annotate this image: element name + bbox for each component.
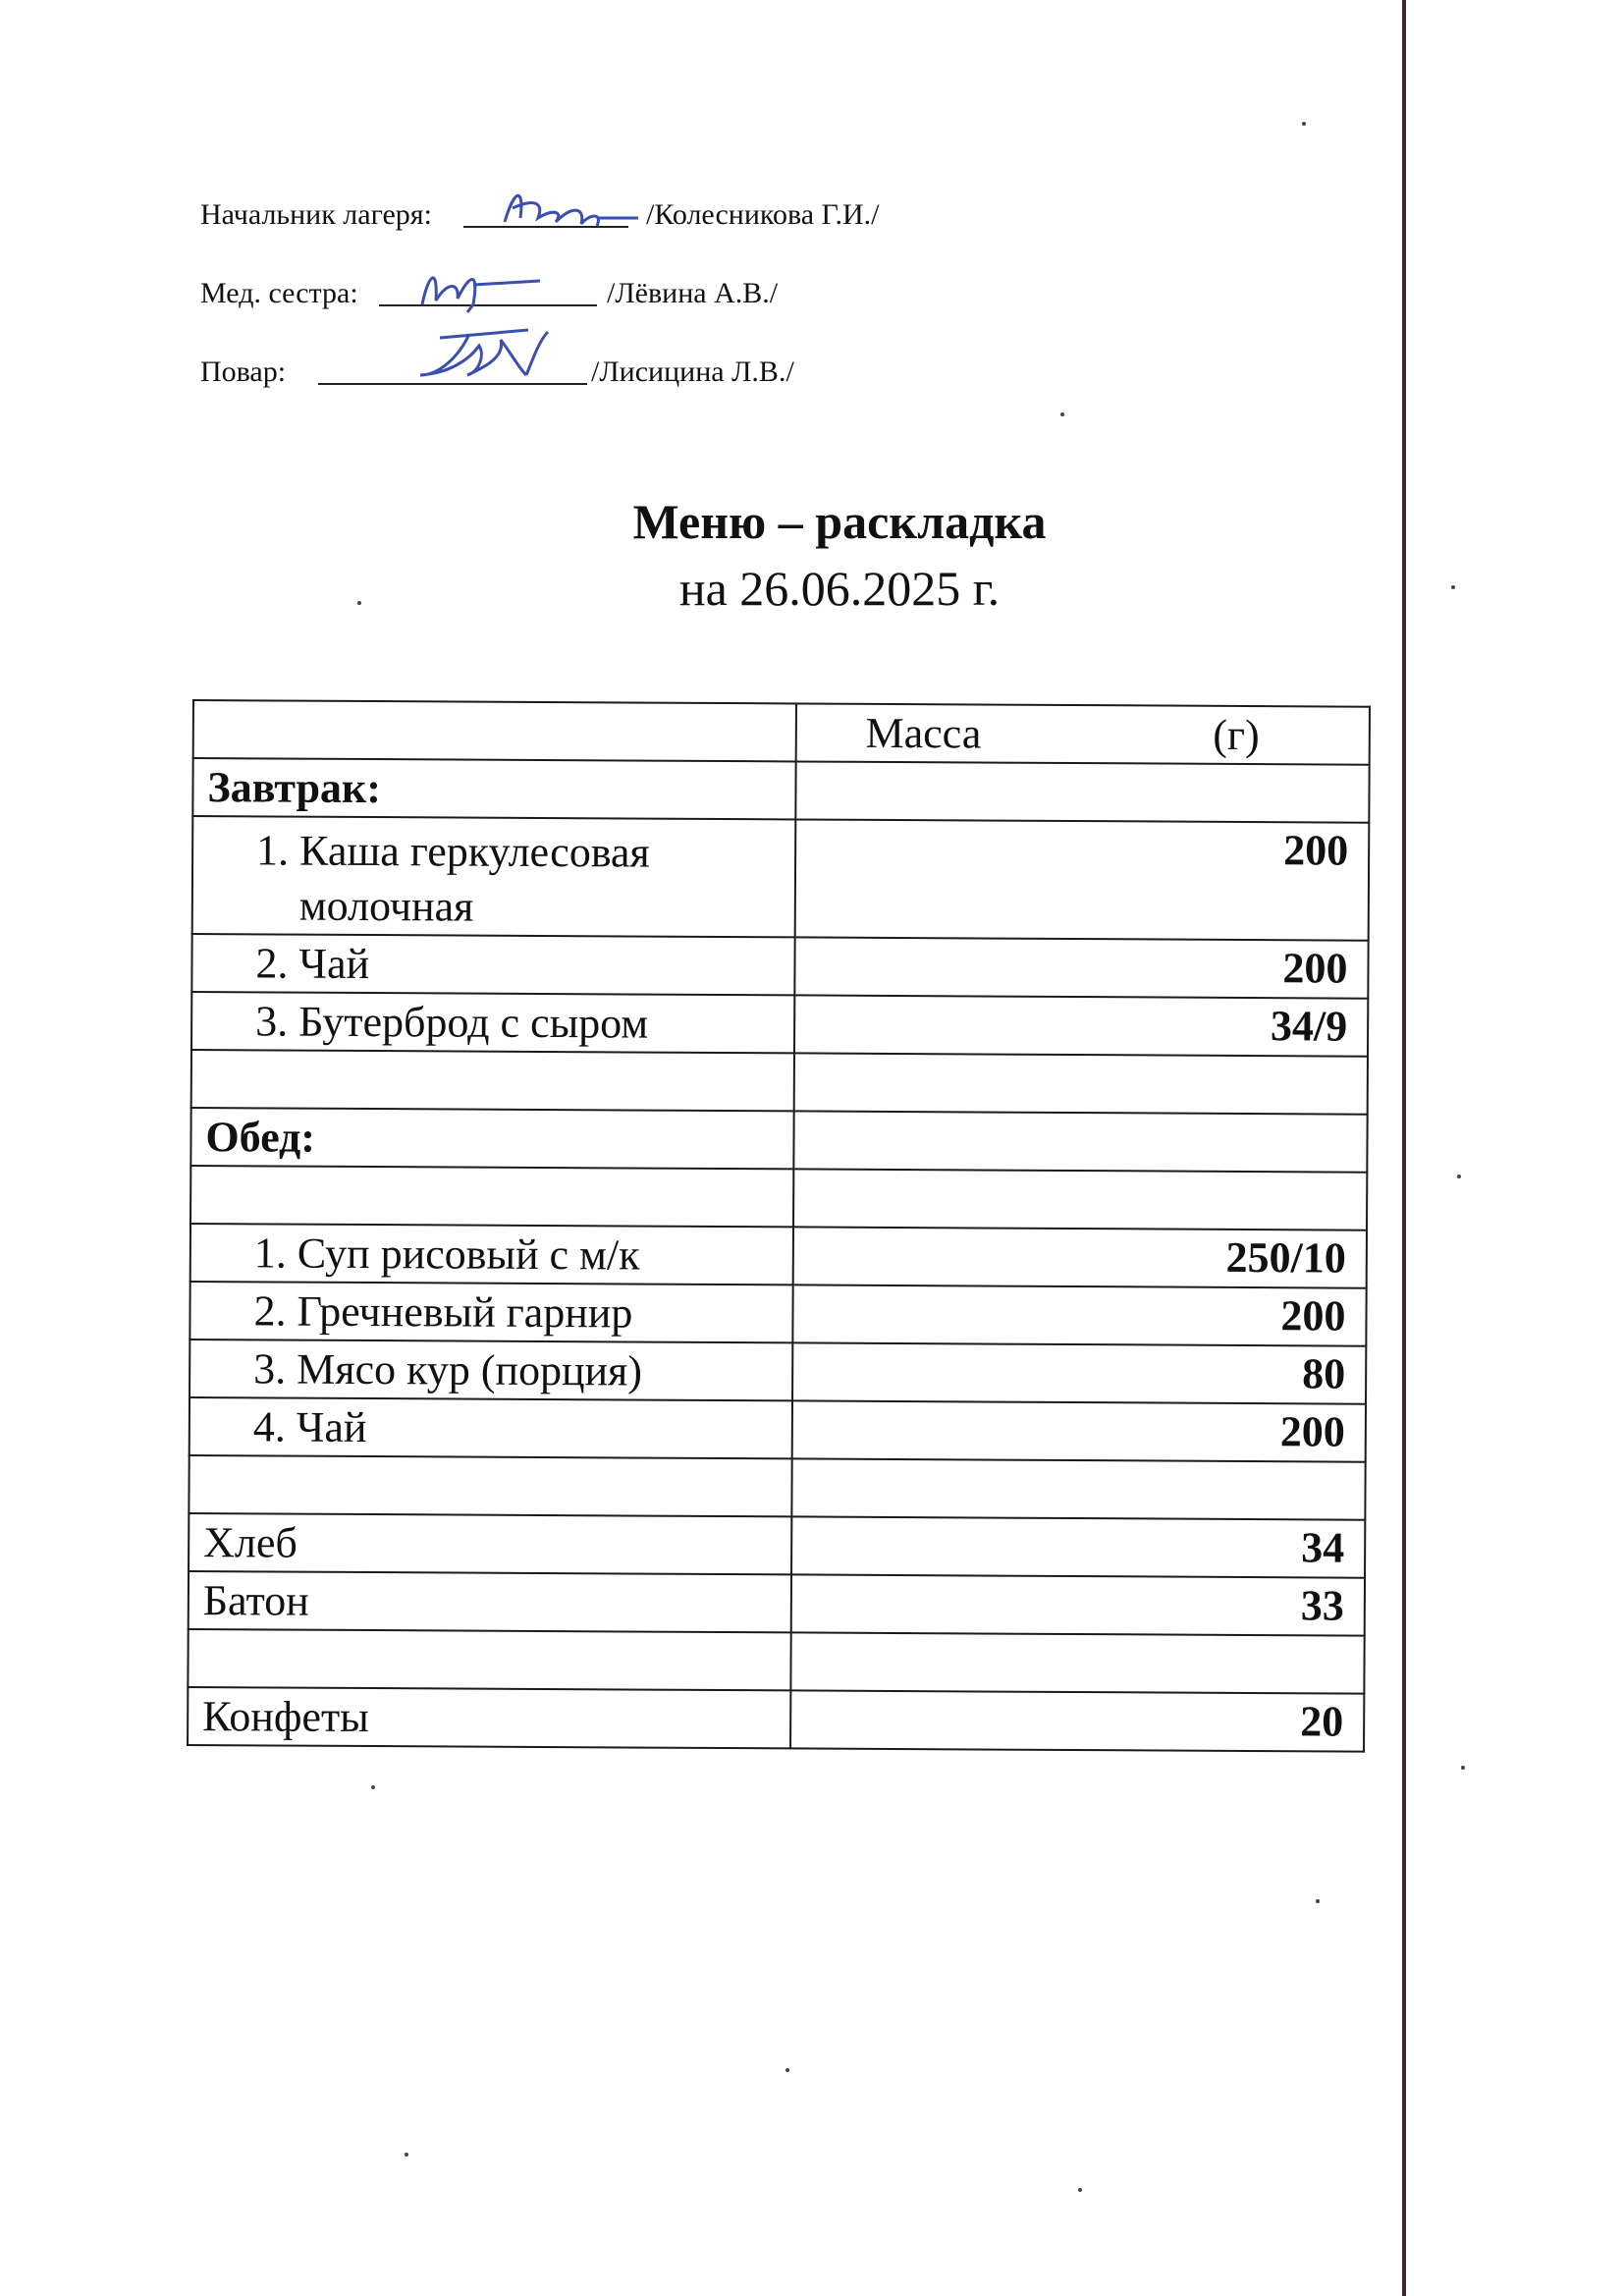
dish-number: 4. [252, 1402, 286, 1451]
dish-number: 2. [255, 939, 289, 988]
dish-cell [189, 1397, 792, 1458]
dish-name: Чай [296, 1402, 367, 1452]
section-row-lunch [190, 1108, 1367, 1173]
table-cell-empty [188, 1629, 790, 1690]
scan-speck [1451, 585, 1455, 589]
table-header-row [193, 700, 1370, 765]
dish-cell [189, 1282, 792, 1342]
table-row-empty [190, 1166, 1367, 1230]
dish-mass: 200 [792, 1285, 1367, 1345]
signature-role: Начальник лагеря: [200, 198, 432, 231]
dish-name: Каша геркулесовая [299, 826, 650, 877]
dish-mass: 34/9 [794, 995, 1369, 1056]
mass-header-cell [795, 703, 1370, 764]
signature-line-camp-head [200, 192, 947, 236]
signature-line-cook [200, 350, 829, 393]
menu-table [187, 699, 1371, 1753]
table-row [189, 1513, 1365, 1578]
section-label: Обед: [190, 1108, 793, 1169]
table-row [190, 1224, 1367, 1288]
mass-header: Масса [865, 708, 982, 758]
document-date: на 26.06.2025 г. [678, 561, 1001, 616]
table-cell-empty [795, 761, 1370, 822]
dish-cell [189, 1339, 792, 1400]
table-row [189, 1339, 1366, 1404]
dish-mass: 200 [791, 1400, 1366, 1461]
table-cell-empty [793, 1053, 1368, 1114]
dish-mass: 200 [794, 819, 1369, 940]
handwritten-signature-icon [410, 316, 558, 387]
table-row [188, 1687, 1364, 1752]
signature-name: /Лёвина А.В./ [607, 277, 779, 309]
dish-name: Гречневый гарнир [297, 1286, 633, 1338]
table-cell-empty [190, 1166, 793, 1227]
dish-name: Бутерброд с сыром [298, 997, 649, 1048]
section-label: Завтрак: [192, 758, 795, 819]
candy-mass: 20 [790, 1690, 1365, 1751]
table-cell-empty [793, 1169, 1368, 1230]
dish-number: 1. [256, 826, 290, 875]
dish-number: 2. [253, 1286, 287, 1336]
scan-speck [1302, 122, 1306, 126]
dish-name: Мясо кур (порция) [297, 1344, 643, 1395]
dish-cell [190, 1224, 793, 1285]
bread-label: Хлеб [189, 1513, 791, 1574]
loaf-mass: 33 [790, 1574, 1365, 1635]
table-row-empty [191, 1050, 1368, 1115]
dish-name: Суп рисовый с м/к [297, 1229, 640, 1280]
loaf-label: Батон [189, 1571, 791, 1632]
table-cell-empty [793, 1111, 1368, 1172]
dish-number: 3. [255, 997, 289, 1046]
table-row [189, 1282, 1366, 1346]
dish-mass: 250/10 [792, 1227, 1367, 1287]
table-row [189, 1397, 1366, 1462]
scan-speck [785, 2068, 789, 2072]
signature-line-nurse [200, 271, 829, 314]
scan-speck [1078, 2188, 1082, 2192]
table-row [189, 1571, 1365, 1636]
handwritten-signature-icon [408, 255, 546, 314]
candy-label: Конфеты [188, 1687, 790, 1748]
dish-cell [192, 816, 795, 937]
table-row [191, 934, 1368, 999]
table-row-empty [189, 1455, 1365, 1520]
unit-header: (г) [1213, 710, 1260, 760]
dish-number: 1. [253, 1229, 287, 1278]
dish-mass: 200 [794, 937, 1369, 998]
scan-speck [1461, 1766, 1465, 1770]
dish-name-continued: молочная [298, 881, 474, 931]
scan-speck [405, 2153, 408, 2157]
section-row-breakfast [192, 758, 1369, 823]
dish-mass: 80 [792, 1342, 1367, 1403]
signature-name: /Лисицина Л.В./ [591, 355, 794, 388]
scan-speck [1457, 1175, 1461, 1178]
dish-cell [191, 992, 794, 1053]
signature-role: Повар: [200, 355, 287, 388]
scan-speck [1060, 412, 1064, 416]
table-row [192, 816, 1370, 941]
signature-role: Мед. сестра: [200, 277, 358, 309]
page-edge-line [1402, 0, 1406, 2296]
table-row-empty [188, 1629, 1364, 1694]
document-title: Меню – раскладка [632, 494, 1047, 549]
table-cell-empty [189, 1455, 791, 1516]
signature-name: /Колесникова Г.И./ [646, 198, 880, 231]
dish-number: 3. [253, 1344, 287, 1394]
scan-speck [357, 601, 361, 605]
scan-speck [371, 1785, 375, 1789]
bread-mass: 34 [791, 1516, 1366, 1577]
dish-name: Чай [298, 939, 370, 989]
table-cell-empty [191, 1050, 794, 1111]
table-cell-empty [791, 1458, 1366, 1519]
dish-cell [191, 934, 794, 995]
table-cell-empty [193, 700, 796, 761]
handwritten-signature-icon [495, 179, 642, 238]
table-cell-empty [790, 1632, 1365, 1693]
table-row [191, 992, 1368, 1057]
scan-speck [1316, 1899, 1320, 1903]
